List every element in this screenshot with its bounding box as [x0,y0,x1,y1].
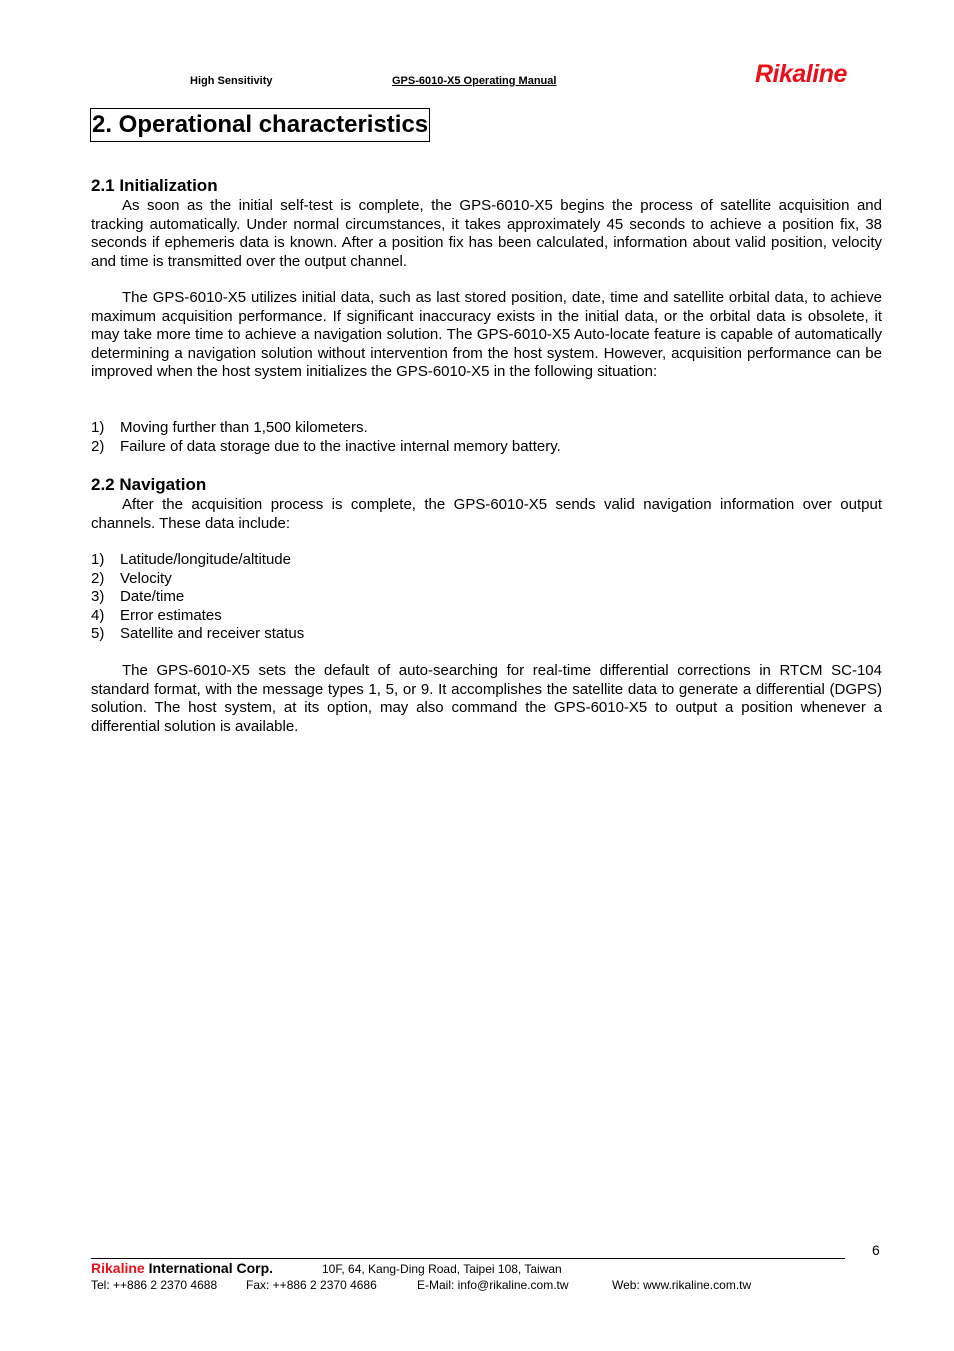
paragraph-navigation-2 [91,662,882,736]
header-manual-title: GPS-6010-X5 Operating Manual [392,75,557,87]
paragraph-initialization-1 [91,197,882,271]
list-number: 1) [91,551,105,568]
paragraph-text: The GPS-6010-X5 utilizes initial data, such as last stored position, date, time and satellite orbital data, to achieve maximum acquisition performance. If significant inaccuracy exists in the initial data, or the orbital data is obsolete, it may take more time to achieve a navigation solution. The GPS-6010-X5 Auto-locate feature is capable of automatically determining a navigation solution without intervention from the host system. However, acquisition performance can be improved when the host system initializes the GPS-6010-X5 in the following situation: [91,289,882,380]
list-item [91,551,304,570]
section-title-initialization: 2.1 Initialization [91,176,218,195]
list-number: 3) [91,588,105,605]
rikaline-logo: Rikaline [755,60,847,88]
list-text: Moving further than 1,500 kilometers. [120,419,368,436]
header-product-line: High Sensitivity [190,75,273,87]
list-number: 2) [91,437,105,455]
footer-email: E-Mail: info@rikaline.com.tw [417,1278,569,1292]
initialization-situations-list [91,419,561,456]
list-item [91,438,561,457]
list-number: 1) [91,419,105,436]
list-item [91,419,561,438]
section-title-navigation: 2.2 Navigation [91,475,207,494]
list-number: 2) [91,569,105,587]
list-text: Latitude/longitude/altitude [120,551,291,568]
list-item [91,607,304,626]
footer-company-rest: International Corp. [144,1260,274,1276]
list-text: Satellite and receiver status [120,625,305,642]
list-item [91,588,304,607]
chapter-title: 2. Operational characteristics [90,108,430,142]
footer-address: 10F, 64, Kang-Ding Road, Taipei 108, Taiwan [322,1262,562,1276]
footer-web: Web: www.rikaline.com.tw [612,1278,752,1292]
paragraph-text: As soon as the initial self-test is complete, the GPS-6010-X5 begins the process of satellite acquisition and tracking automatically. Under normal circumstances, it takes approximately 45 seconds to achieve a position fix, 38 seconds if ephemeris data is known. After a position fix has been calculated, information about valid position, velocity and time is transmitted over the output channel. [91,197,882,270]
footer-divider [91,1258,845,1259]
list-text: Date/time [120,588,185,605]
paragraph-navigation-1 [91,496,882,533]
footer-fax: Fax: ++886 2 2370 4686 [246,1278,377,1292]
footer-company-name [91,1260,273,1276]
list-text: Error estimates [120,606,222,624]
footer-tel: Tel: ++886 2 2370 4688 [91,1278,218,1292]
page-number: 6 [872,1242,880,1258]
paragraph-text: The GPS-6010-X5 sets the default of auto-searching for real-time differential corrections in RTCM SC-104 standard format, with the message types 1, 5, or 9. It accomplishes the satellite data to generate a differential (DGPS) solution. The host system, at its option, may also command the GPS-6010-X5 to output a position whenever a differential solution is available. [91,662,882,735]
list-text: Velocity [120,569,172,587]
navigation-data-list [91,551,304,644]
list-item [91,570,304,589]
list-number: 4) [91,606,105,624]
list-number: 5) [91,625,105,642]
paragraph-text: After the acquisition process is complete, the GPS-6010-X5 sends valid navigation information over output channels. These data include: [91,496,882,532]
footer-brand: Rikaline [91,1260,145,1276]
paragraph-initialization-2 [91,289,882,382]
list-item [91,625,304,644]
list-text: Failure of data storage due to the inactive internal memory battery. [120,437,561,455]
